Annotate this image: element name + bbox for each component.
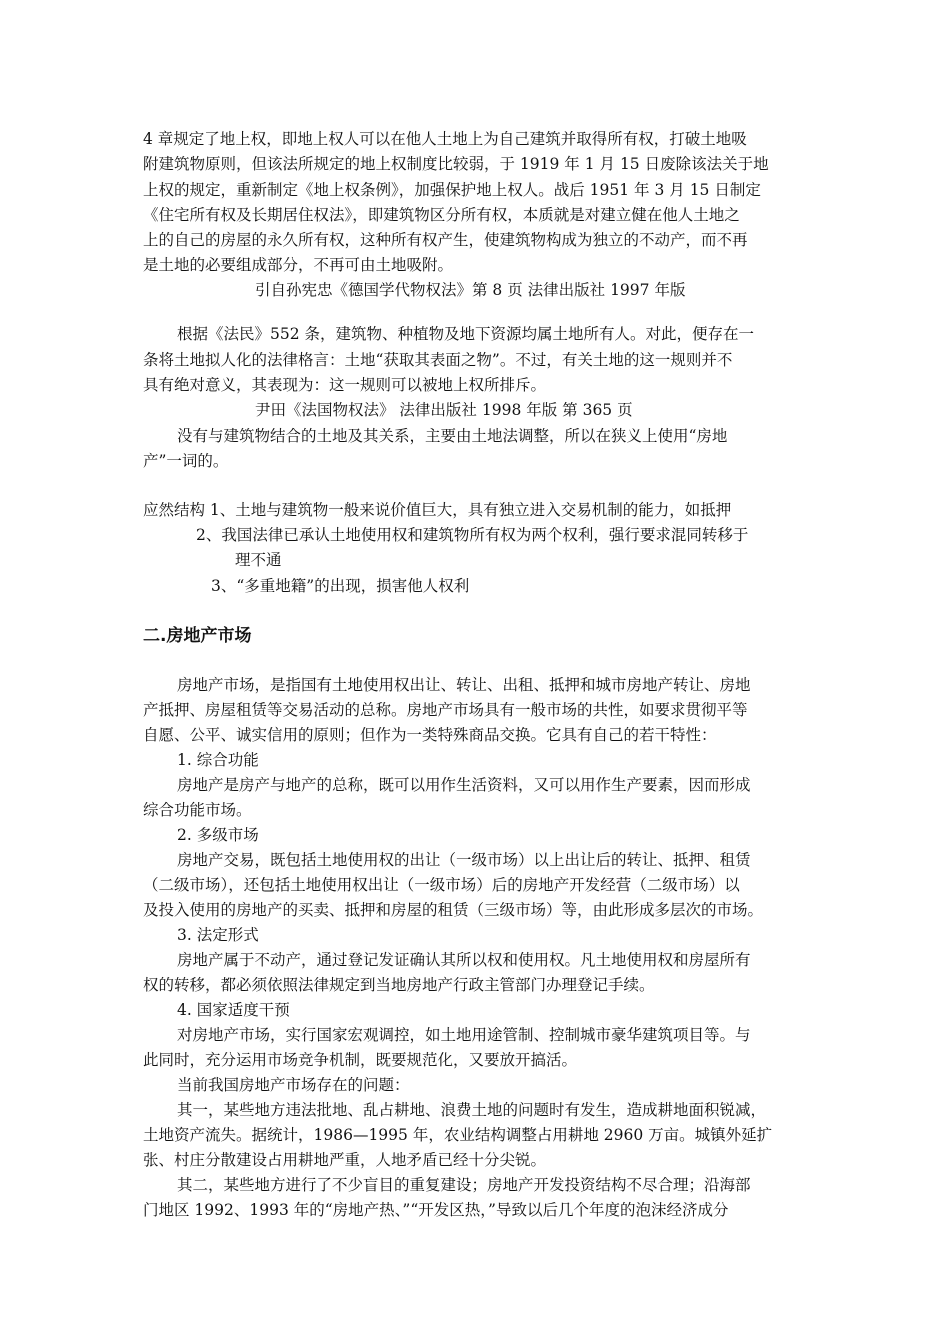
paragraph-line: 产”一词的。: [143, 452, 229, 470]
paragraph-line: 此同时，充分运用市场竞争机制，既要规范化，又要放开搞活。: [143, 1051, 578, 1069]
structure-line: 3、“多重地籍”的出现，损害他人权利: [211, 577, 470, 595]
paragraph-line: 附建筑物原则，但该法所规定的地上权制度比较弱，于 1919 年 1 月 15 日废除该法关于地: [143, 155, 769, 173]
paragraph-line: 条将土地拟人化的法律格言：土地“获取其表面之物”。不过，有关土地的这一规则并不: [143, 351, 733, 369]
paragraph-line: 自愿、公平、诚实信用的原则；但作为一类特殊商品交换。它具有自己的若干特性：: [143, 726, 717, 744]
paragraph-line: 其二，某些地方进行了不少盲目的重复建设；房地产开发投资结构不尽合理；沿海部: [177, 1176, 751, 1194]
paragraph-line: 房地产市场，是指国有土地使用权出让、转让、出租、抵押和城市房地产转让、房地: [177, 676, 751, 694]
paragraph-line: 对房地产市场，实行国家宏观调控，如土地用途管制、控制城市豪华建筑项目等。与: [177, 1026, 751, 1044]
paragraph-line: 没有与建筑物结合的土地及其关系，主要由土地法调整，所以在狭义上使用“房地: [177, 427, 728, 445]
feature-title: 2. 多级市场: [177, 826, 259, 844]
paragraph-line: 当前我国房地产市场存在的问题：: [177, 1076, 410, 1094]
feature-title: 1. 综合功能: [177, 751, 259, 769]
structure-line: 理不通: [235, 551, 282, 569]
structure-line: 应然结构 1、土地与建筑物一般来说价值巨大，具有独立进入交易机制的能力，如抵押: [143, 501, 732, 519]
paragraph-line: 房地产交易，既包括土地使用权的出让（一级市场）以上出让后的转让、抵押、租赁: [177, 851, 751, 869]
paragraph-line: 张、村庄分散建设占用耕地严重，人地矛盾已经十分尖锐。: [143, 1151, 547, 1169]
paragraph-line: 综合功能市场。: [143, 801, 252, 819]
paragraph-line: 及投入使用的房地产的买卖、抵押和房屋的租赁（三级市场）等，由此形成多层次的市场。: [143, 901, 764, 919]
paragraph-line: 《住宅所有权及长期居住权法》，即建筑物区分所有权，本质就是对建立健在他人土地之: [143, 206, 740, 224]
feature-title: 4. 国家适度干预: [177, 1001, 290, 1019]
paragraph-line: 权的转移，都必须依照法律规定到当地房地产行政主管部门办理登记手续。: [143, 976, 655, 994]
structure-line: 2、我国法律已承认土地使用权和建筑物所有权为两个权利，强行要求混同转移于: [196, 526, 749, 544]
paragraph-line: 根据《法民》552 条，建筑物、种植物及地下资源均属土地所有人。对此，便存在一: [177, 325, 755, 343]
section-heading: 二.房地产市场: [143, 626, 252, 646]
paragraph-line: 上的自己的房屋的永久所有权，这种所有权产生，使建筑物构成为独立的不动产，而不再: [143, 231, 748, 249]
feature-title: 3. 法定形式: [177, 926, 259, 944]
paragraph-line: 土地资产流失。据统计，1986—1995 年，农业结构调整占用耕地 2960 万亩。城镇外延扩: [143, 1126, 773, 1144]
paragraph-line: 4 章规定了地上权，即地上权人可以在他人土地上为自己建筑并取得所有权，打破土地吸: [143, 130, 747, 148]
citation: 尹田《法国物权法》 法律出版社 1998 年版 第 365 页: [255, 401, 633, 419]
paragraph-line: 具有绝对意义，其表现为：这一规则可以被地上权所排斥。: [143, 376, 547, 394]
paragraph-line: 产抵押、房屋租赁等交易活动的总称。房地产市场具有一般市场的共性，如要求贯彻平等: [143, 701, 748, 719]
citation: 引自孙宪忠《德国学代物权法》第 8 页 法律出版社 1997 年版: [255, 281, 686, 299]
paragraph-line: 其一，某些地方违法批地、乱占耕地、浪费土地的问题时有发生，造成耕地面积锐减，: [177, 1101, 767, 1119]
paragraph-line: 是土地的必要组成部分，不再可由土地吸附。: [143, 256, 454, 274]
paragraph-line: 上权的规定，重新制定《地上权条例》，加强保护地上权人。战后 1951 年 3 月 15 日制定: [143, 181, 761, 199]
paragraph-line: 房地产属于不动产，通过登记发证确认其所以权和使用权。凡土地使用权和房屋所有: [177, 951, 751, 969]
paragraph-line: 房地产是房产与地产的总称，既可以用作生活资料，又可以用作生产要素，因而形成: [177, 776, 751, 794]
paragraph-line: 门地区 1992、1993 年的“房地产热、”“开发区热，”导致以后几个年度的泡沫经济成分: [143, 1201, 729, 1219]
paragraph-line: （二级市场），还包括土地使用权出让（一级市场）后的房地产开发经营（二级市场）以: [143, 876, 740, 894]
